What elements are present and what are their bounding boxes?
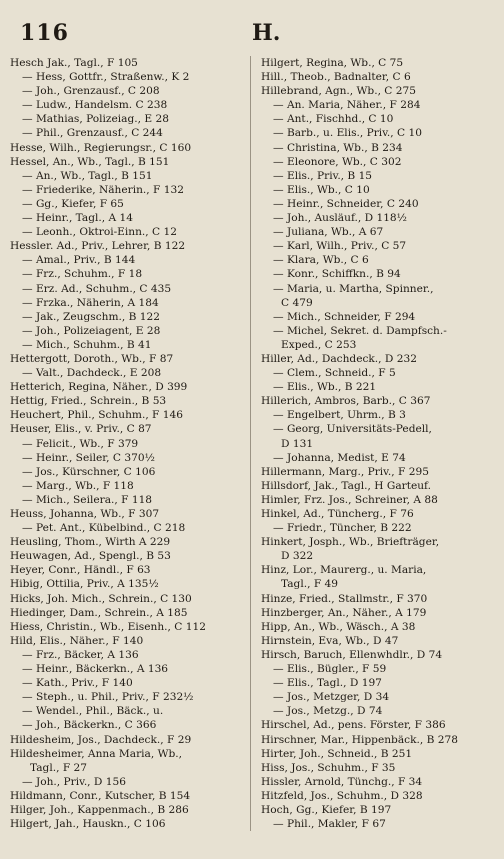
directory-entry: Hinze, Fried., Stallmstr., F 370 (261, 592, 428, 605)
directory-entry: Himler, Frz. Jos., Schreiner, A 88 (261, 493, 438, 506)
directory-entry: Hiller, Ad., Dachdeck., D 232 (261, 352, 417, 365)
page-header (12, 14, 494, 44)
directory-entry: — Elis., Bügler., F 59 (273, 663, 387, 676)
directory-entry: Hildesheimer, Anna Maria, Wb., (10, 747, 182, 760)
directory-entry: — Kath., Priv., F 140 (22, 677, 133, 690)
directory-entry: Hildesheim, Jos., Dachdeck., F 29 (10, 733, 192, 746)
directory-entry: Hinkert, Josph., Wb., Briefträger, (261, 536, 440, 549)
directory-entry: — Mich., Schneider, F 294 (273, 310, 416, 323)
directory-entry: — Friedr., Tüncher, B 222 (273, 522, 412, 535)
directory-entry: — Frz., Bäcker, A 136 (22, 648, 139, 661)
directory-entry: — Eleonore, Wb., C 302 (273, 155, 402, 168)
directory-entry: Hesse, Wilh., Regierungsr., C 160 (10, 141, 192, 154)
directory-entry: Hilgert, Regina, Wb., C 75 (261, 57, 404, 69)
directory-entry: — Mich., Seilera., F 118 (22, 493, 153, 506)
directory-entry: Hirschel, Ad., pens. Förster, F 386 (261, 719, 446, 732)
directory-entry: — Jos., Metzg., D 74 (273, 705, 383, 718)
directory-entry: — Elis., Tagl., D 197 (273, 677, 382, 690)
right-column (250, 56, 490, 831)
directory-entry: Heuss, Johanna, Wb., F 307 (10, 508, 160, 520)
directory-entry: — Felicit., Wb., F 379 (22, 437, 139, 450)
columns (10, 56, 494, 831)
directory-entry: — Clem., Schneid., F 5 (273, 367, 396, 380)
directory-entry: D 322 (281, 550, 314, 563)
directory-entry: — Erz. Ad., Schuhm., C 435 (22, 282, 172, 295)
directory-entry: — Johanna, Medist, E 74 (273, 451, 406, 464)
directory-entry: Hinkel, Ad., Tüncherg., F 76 (261, 508, 414, 520)
directory-entry: Hill., Theob., Badnalter, C 6 (261, 71, 411, 84)
directory-entry: Hinz, Lor., Maurerg., u. Maria, (261, 564, 427, 577)
directory-entry: — Konr., Schiffkn., B 94 (273, 268, 401, 281)
directory-entry: Hicks, Joh. Mich., Schrein., C 130 (10, 592, 192, 605)
directory-entry: Exped., C 253 (281, 338, 357, 351)
directory-entry: Hiedinger, Dam., Schrein., A 185 (10, 606, 188, 619)
directory-entry: — Jos., Metzger, D 34 (273, 691, 390, 704)
directory-entry: — Steph., u. Phil., Priv., F 232½ (22, 691, 194, 704)
directory-entry: Hibig, Ottilia, Priv., A 135½ (10, 578, 159, 591)
directory-entry: Hissler, Arnold, Tünchg., F 34 (261, 775, 423, 788)
directory-entry: — Valt., Dachdeck., E 208 (22, 367, 162, 380)
directory-entry: — Joh., Ausläuf., D 118½ (273, 212, 407, 225)
directory-entry: — Mich., Schuhm., B 41 (22, 338, 152, 351)
directory-entry: Heuwagen, Ad., Spengl., B 53 (10, 550, 171, 563)
directory-entry: — Jak., Zeugschm., B 122 (22, 310, 160, 323)
directory-entry: Hettergott, Doroth., Wb., F 87 (10, 352, 174, 365)
directory-entry: — Michel, Sekret. d. Dampfsch.- (273, 324, 447, 337)
directory-entry: — An. Maria, Näher., F 284 (273, 99, 421, 112)
directory-entry: — Amal., Priv., B 144 (22, 254, 136, 267)
directory-entry: — Jos., Kürschner, C 106 (22, 465, 156, 478)
directory-entry: Hirschner, Mar., Hippenbäck., B 278 (261, 733, 458, 746)
directory-entry: — Karl, Wilh., Priv., C 57 (273, 240, 407, 253)
directory-entry: — Hess, Gottfr., Straßenw., K 2 (22, 71, 190, 84)
directory-entry: — Juliana, Wb., A 67 (273, 226, 384, 239)
left-column (10, 56, 250, 831)
directory-entry: — Elis., Priv., B 15 (273, 169, 373, 182)
directory-entry: Hillerich, Ambros, Barb., C 367 (261, 395, 431, 408)
directory-entry: Hilger, Joh., Kappenmach., B 286 (10, 803, 189, 816)
directory-entry: Tagl., F 27 (30, 761, 88, 774)
directory-entry: Hillermann, Marg., Priv., F 295 (261, 465, 429, 478)
directory-entry: — Elis., Wb., B 221 (273, 381, 377, 394)
directory-entry: — Phil., Grenzausf., C 244 (22, 127, 163, 140)
directory-entry: Heuser, Elis., v. Priv., C 87 (10, 423, 152, 436)
directory-entry: — Klara, Wb., C 6 (273, 254, 369, 267)
section-letter: H. (252, 20, 281, 46)
directory-entry: — Joh., Polizeiagent, E 28 (22, 324, 161, 337)
directory-entry: Hessler. Ad., Priv., Lehrer, B 122 (10, 240, 186, 253)
directory-entry: — Leonh., Oktroi-Einn., C 12 (22, 226, 177, 239)
directory-entry: — Maria, u. Martha, Spinner., (273, 282, 434, 295)
directory-entry: Hillsdorf, Jak., Tagl., H Garteuf. (261, 479, 431, 492)
page-number: 116 (20, 20, 69, 46)
directory-entry: — Friederike, Näherin., F 132 (22, 183, 184, 196)
directory-entry: Hirsch, Baruch, Ellenwhdlr., D 74 (261, 648, 443, 661)
directory-entry: — Heinr., Seiler, C 370½ (22, 451, 155, 464)
directory-entry: — An., Wb., Tagl., B 151 (22, 169, 153, 182)
directory-entry: Hipp, An., Wb., Wäsch., A 38 (261, 620, 416, 633)
directory-entry: Hettig, Fried., Schrein., B 53 (10, 395, 167, 408)
directory-entry: Tagl., F 49 (281, 578, 339, 591)
directory-entry: — Ant., Fischhd., C 10 (273, 113, 394, 126)
directory-entry: — Wendel., Phil., Bäck., u. (22, 705, 164, 718)
directory-entry: Hildmann, Conr., Kutscher, B 154 (10, 789, 191, 802)
directory-entry: — Joh., Bäckerkn., C 366 (22, 719, 157, 732)
directory-entry: Hirter, Joh., Schneid., B 251 (261, 747, 413, 760)
directory-entry: — Georg, Universitäts-Pedell, (273, 423, 432, 436)
directory-entry: Hoch, Gg., Kiefer, B 197 (261, 803, 392, 816)
directory-entry: — Gg., Kiefer, F 65 (22, 197, 124, 210)
directory-entry: Hild, Elis., Näher., F 140 (10, 634, 144, 647)
directory-entry: Heusling, Thom., Wirth A 229 (10, 536, 171, 549)
directory-entry: — Pet. Ant., Kübelbind., C 218 (22, 522, 186, 535)
directory-entry: — Heinr., Bäckerkn., A 136 (22, 663, 169, 676)
directory-entry: — Christina, Wb., B 234 (273, 141, 403, 154)
directory-entry: C 479 (281, 296, 313, 309)
directory-entry: Hetterich, Regina, Näher., D 399 (10, 381, 188, 394)
directory-entry: — Frz., Schuhm., F 18 (22, 268, 143, 281)
directory-entry: — Heinr., Schneider, C 240 (273, 197, 419, 210)
directory-entry: Hilgert, Jah., Hauskn., C 106 (10, 818, 166, 831)
directory-entry: Hiess, Christin., Wb., Eisenh., C 112 (10, 620, 206, 633)
directory-entry: Hiss, Jos., Schuhm., F 35 (261, 761, 396, 774)
directory-entry: — Barb., u. Elis., Priv., C 10 (273, 127, 422, 140)
directory-entry: D 131 (281, 437, 314, 450)
directory-entry: Heuchert, Phil., Schuhm., F 146 (10, 409, 183, 422)
directory-entry: — Joh., Priv., D 156 (22, 775, 127, 788)
directory-entry: — Mathias, Polizeiag., E 28 (22, 113, 169, 126)
directory-entry: Hitzfeld, Jos., Schuhm., D 328 (261, 789, 423, 802)
directory-entry: — Joh., Grenzausf., C 208 (22, 85, 160, 98)
directory-entry: Hinzberger, An., Näher., A 179 (261, 606, 427, 619)
directory-entry: — Ludw., Handelsm. C 238 (22, 99, 168, 112)
directory-entry: — Engelbert, Uhrm., B 3 (273, 409, 406, 422)
directory-entry: — Phil., Makler, F 67 (273, 818, 386, 831)
directory-entry: — Elis., Wb., C 10 (273, 183, 370, 196)
directory-entry: — Marg., Wb., F 118 (22, 479, 134, 492)
directory-entry: — Frzka., Näherin, A 184 (22, 296, 159, 309)
directory-entry: Hillebrand, Agn., Wb., C 275 (261, 85, 416, 98)
directory-entry: Heyer, Conr., Händl., F 63 (10, 564, 151, 577)
directory-entry: — Heinr., Tagl., A 14 (22, 212, 134, 225)
directory-entry: Hesch Jak., Tagl., F 105 (10, 57, 138, 69)
directory-entry: Hirnstein, Eva, Wb., D 47 (261, 634, 399, 647)
directory-entry: Hessel, An., Wb., Tagl., B 151 (10, 155, 170, 168)
